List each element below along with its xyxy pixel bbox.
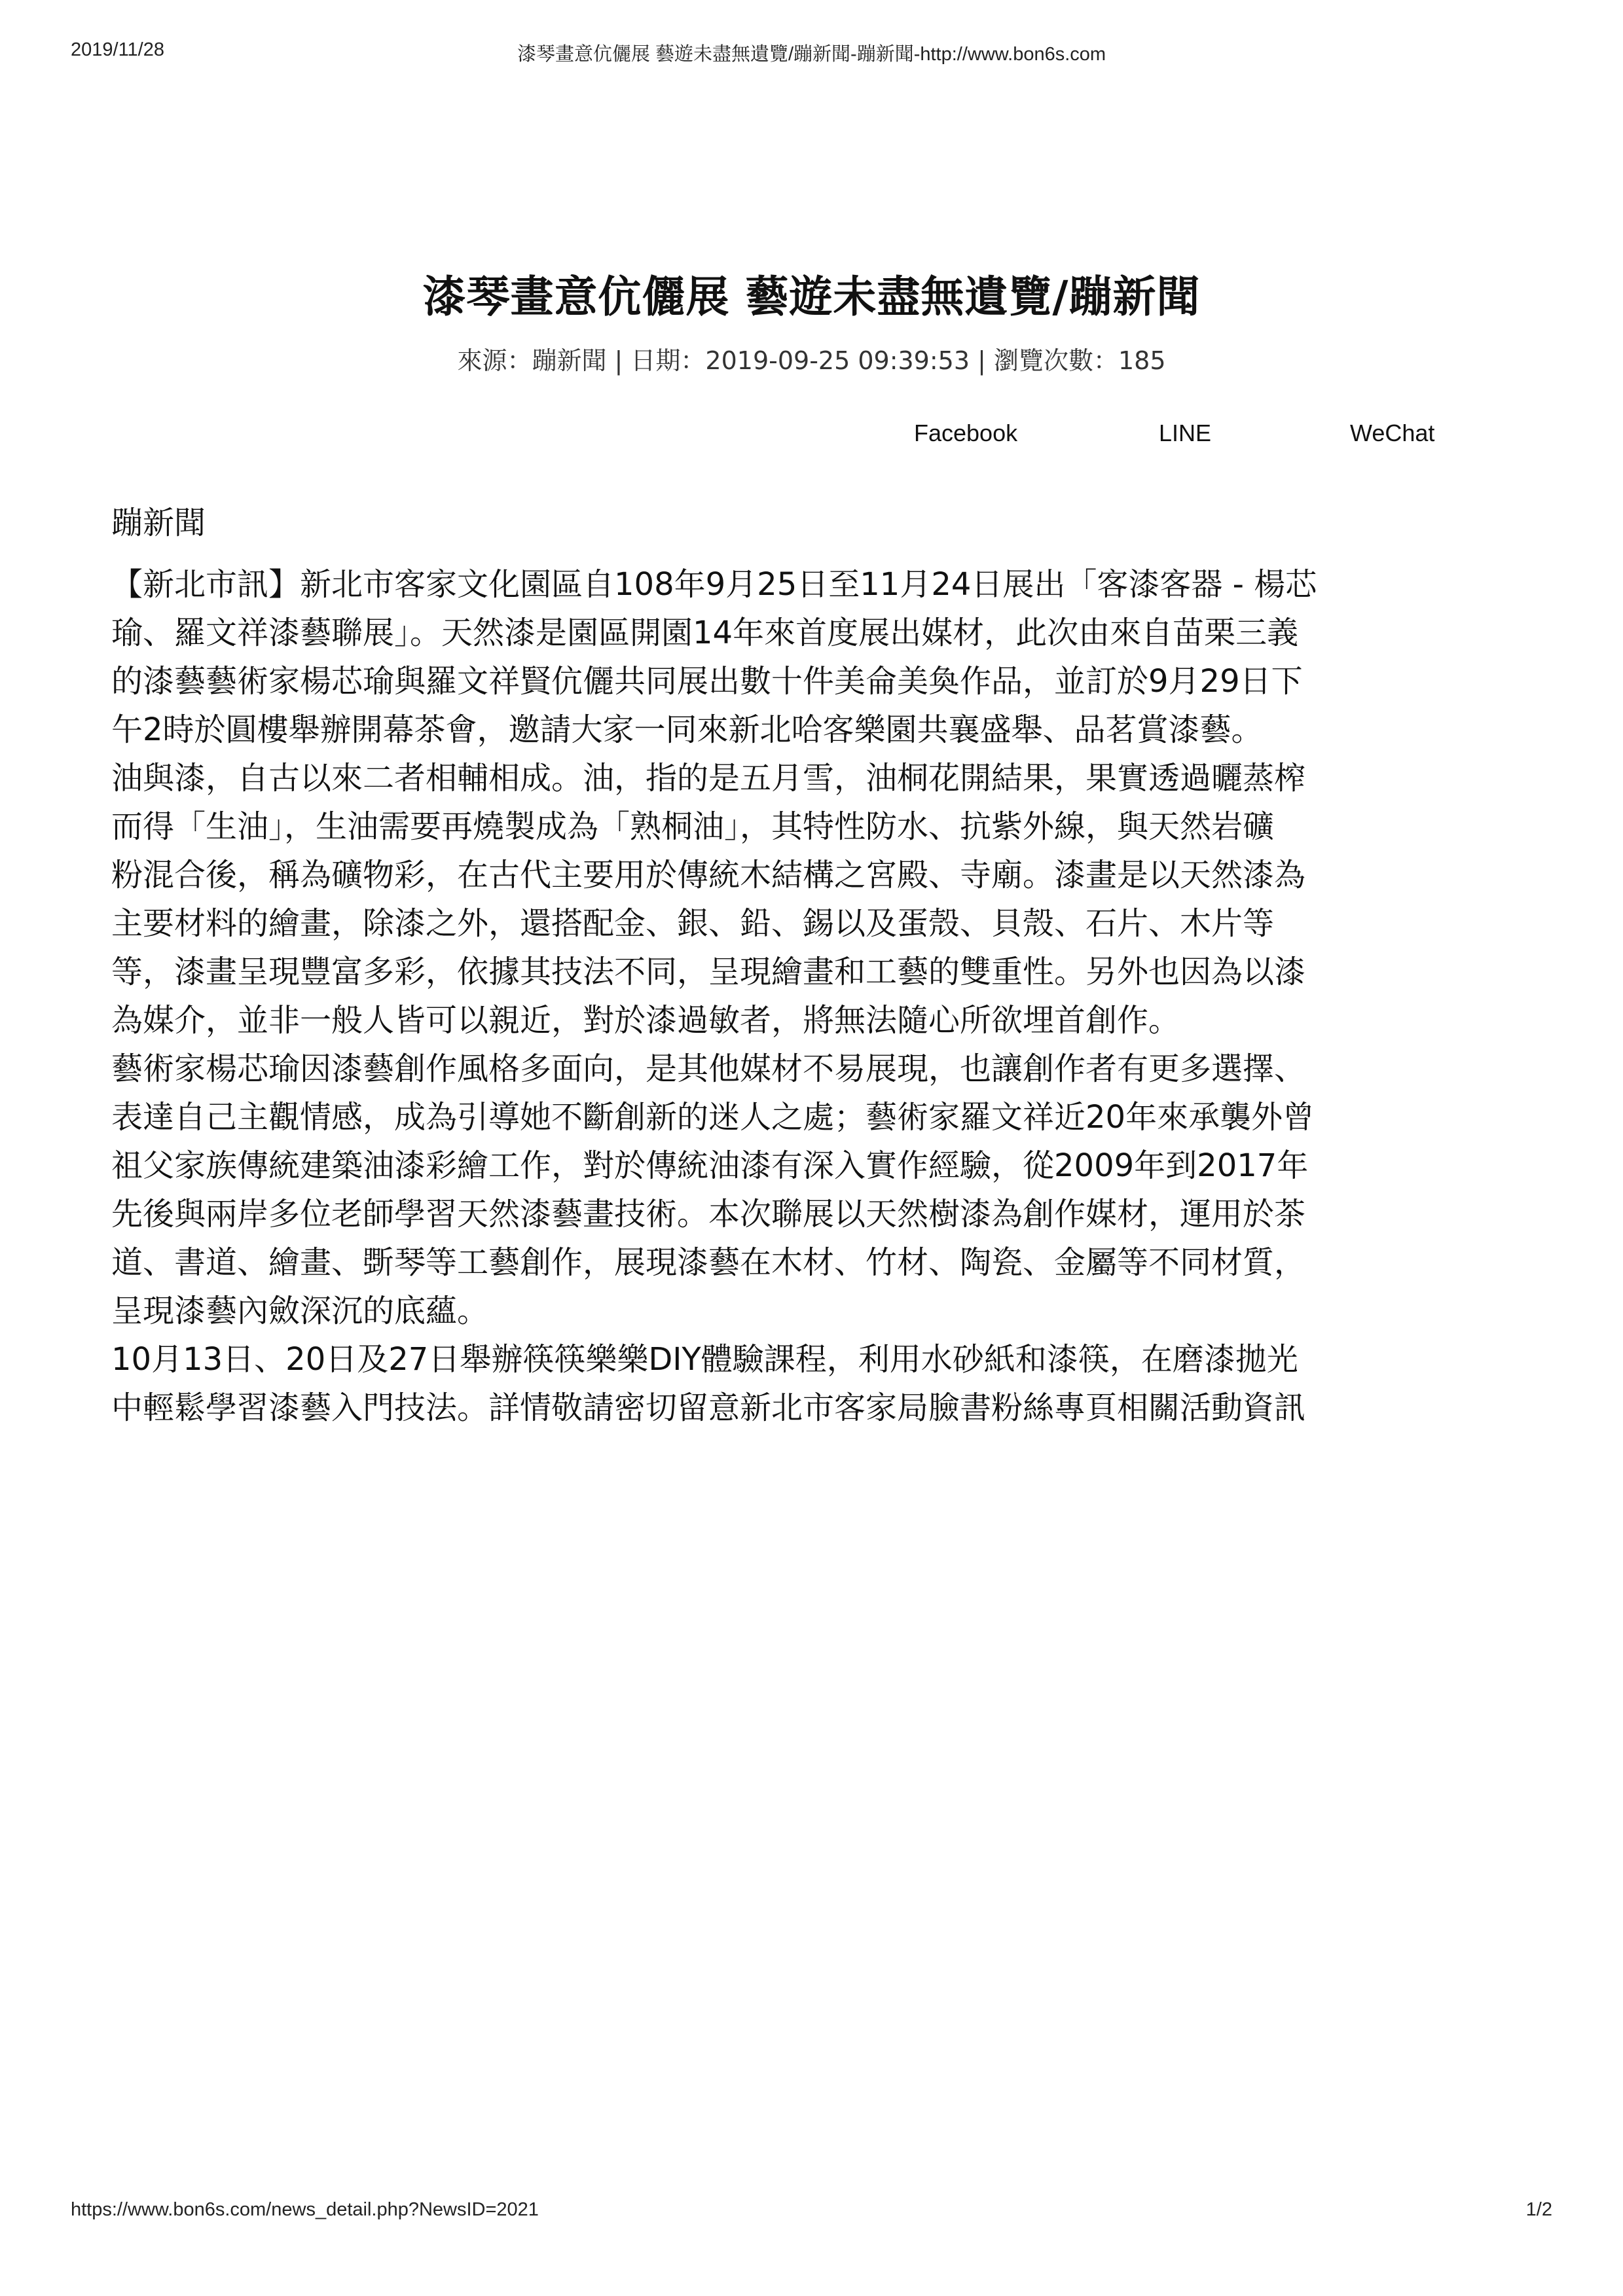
print-header [71,39,1552,65]
print-footer [71,2199,1552,2225]
body-line: 10月13日、20日及27日舉辦筷筷樂樂DIY體驗課程，利用水砂紙和漆筷，在磨漆拋光 [111,1341,1298,1378]
body-line: 道、書道、繪畫、斲琴等工藝創作，展現漆藝在木材、竹材、陶瓷、金屬等不同材質， [111,1244,1306,1281]
body-line: 瑜、羅文祥漆藝聯展」。天然漆是園區開園14年來首度展出媒材，此次由來自苗栗三義 [111,615,1299,651]
body-line: 表達自己主觀情感，成為引導她不斷創新的迷人之處；藝術家羅文祥近20年來承襲外曾 [111,1099,1315,1136]
share-facebook-link[interactable]: Facebook [914,420,1018,446]
body-line: 中輕鬆學習漆藝入門技法。詳情敬請密切留意新北市客家局臉書粉絲專頁相關活動資訊 [111,1390,1306,1426]
print-page-title: 漆琴畫意伉儷展 藝遊未盡無遺覽/蹦新聞-蹦新聞-http://www.bon6s.com [517,44,1106,65]
body-line: 呈現漆藝內斂深沉的底蘊。 [111,1293,489,1329]
body-line: 午2時於圓樓舉辦開幕茶會，邀請大家一同來新北哈客樂園共襄盛舉、品茗賞漆藝。 [111,711,1263,748]
print-date: 2019/11/28 [71,39,164,60]
body-line: 【新北市訊】新北市客家文化園區自108年9月25日至11月24日展出「客漆客器 - 楊芯 [111,566,1317,603]
article-meta: 來源：蹦新聞 | 日期：2019-09-25 09:39:53 | 瀏覽次數：185 [457,346,1166,375]
article-body [111,560,1525,1432]
share-line-link[interactable]: LINE [1159,420,1212,446]
body-line: 粉混合後，稱為礦物彩，在古代主要用於傳統木結構之宮殿、寺廟。漆畫是以天然漆為 [111,857,1306,893]
body-line: 為媒介，並非一般人皆可以親近，對於漆過敏者，將無法隨心所欲埋首創作。 [111,1002,1180,1039]
article-title: 漆琴畫意伉儷展 藝遊未盡無遺覽/蹦新聞 [422,272,1201,322]
body-line: 等，漆畫呈現豐富多彩，依據其技法不同，呈現繪畫和工藝的雙重性。另外也因為以漆 [111,954,1306,990]
print-page-number: 1/2 [1525,2199,1552,2220]
print-footer-url: https://www.bon6s.com/news_detail.php?NewsID=2021 [71,2199,539,2220]
body-line: 祖父家族傳統建築油漆彩繪工作，對於傳統油漆有深入實作經驗，從2009年到2017年 [111,1147,1309,1184]
body-line: 先後與兩岸多位老師學習天然漆藝畫技術。本次聯展以天然樹漆為創作媒材，運用於茶 [111,1196,1306,1232]
body-line: 的漆藝藝術家楊芯瑜與羅文祥賢伉儷共同展出數十件美侖美奐作品，並訂於9月29日下 [111,663,1303,700]
body-line: 油與漆，自古以來二者相輔相成。油，指的是五月雪，油桐花開結果，果實透過曬蒸榨 [111,760,1306,797]
article-author: 蹦新聞 [111,505,206,541]
body-line: 而得「生油」，生油需要再燒製成為「熟桐油」，其特性防水、抗紫外線，與天然岩礦 [111,808,1275,845]
share-bar [0,420,1623,452]
body-line: 主要材料的繪畫，除漆之外，還搭配金、銀、鉛、錫以及蛋殼、貝殼、石片、木片等 [111,905,1275,942]
share-wechat-link[interactable]: WeChat [1350,420,1435,446]
body-line: 藝術家楊芯瑜因漆藝創作風格多面向，是其他媒材不易展現，也讓創作者有更多選擇、 [111,1050,1306,1087]
